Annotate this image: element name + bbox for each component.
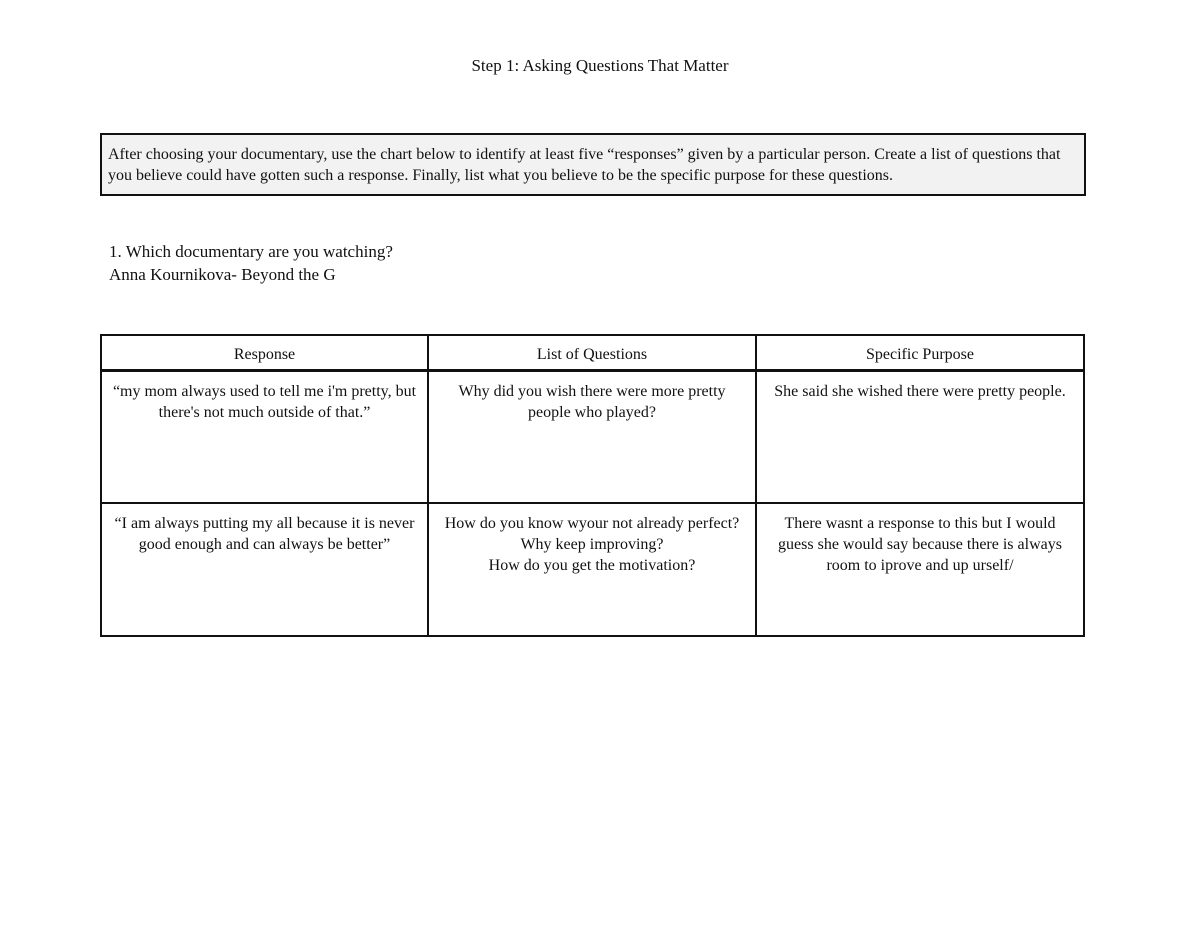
response-cell: “my mom always used to tell me i'm pretty, but there's not much outside of that.” — [101, 370, 428, 503]
table-row — [101, 370, 1084, 503]
page-title: Step 1: Asking Questions That Matter — [471, 56, 729, 75]
question-line: How do you get the motivation? — [488, 557, 696, 574]
question-line: How do you know wyour not already perfect? — [444, 515, 740, 532]
header-response: Response — [101, 335, 428, 370]
instructions-text: After choosing your documentary, use the chart below to identify at least five “responses” given by a particular person. Create a list of questions that you believe could have gotten such a response. Finally, list what you believe to be the specific purpose for these questions. — [108, 146, 1061, 184]
purpose-cell: There wasnt a response to this but I would guess she would say because there is always room to iprove and up urself/ — [756, 503, 1084, 636]
chart-header-row — [101, 335, 1084, 370]
response-cell: “I am always putting my all because it is never good enough and can always be better” — [101, 503, 428, 636]
question-answer: Anna Kournikova- Beyond the G — [109, 265, 336, 284]
table-row — [101, 503, 1084, 636]
purpose-cell: She said she wished there were pretty people. — [756, 370, 1084, 503]
header-list-of-questions: List of Questions — [428, 335, 756, 370]
header-specific-purpose: Specific Purpose — [756, 335, 1084, 370]
documentary-question — [109, 240, 393, 286]
instructions-box — [100, 133, 1086, 196]
question-prompt: 1. Which documentary are you watching? — [109, 242, 393, 261]
question-line: Why keep improving? — [520, 536, 664, 553]
questions-cell — [428, 503, 756, 636]
questions-cell — [428, 370, 756, 503]
questions-chart — [100, 334, 1085, 637]
question-line: Why did you wish there were more pretty people who played? — [458, 382, 726, 421]
